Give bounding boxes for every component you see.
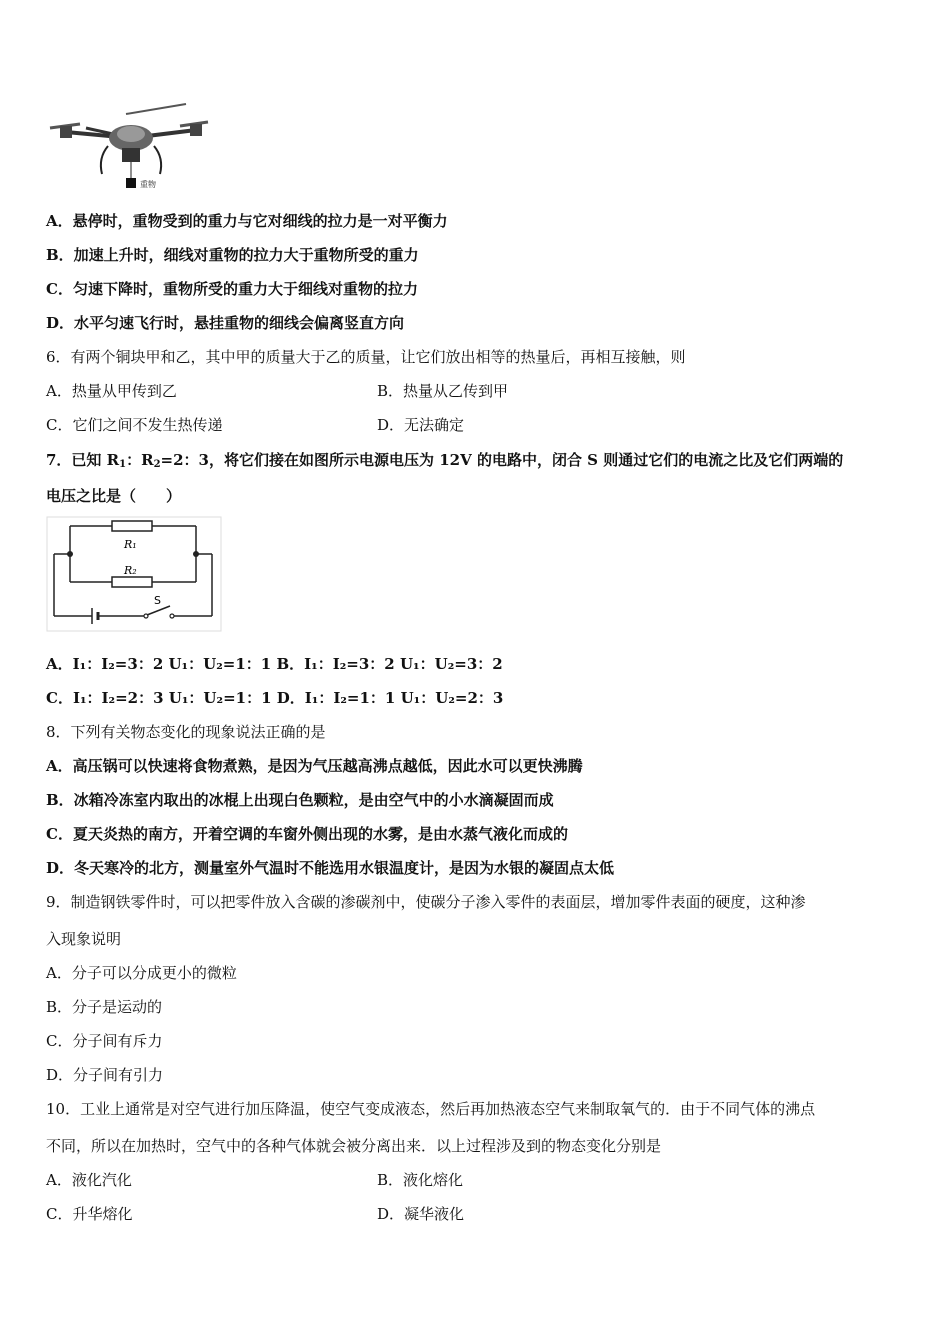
- q6-option-d: D．无法确定: [377, 416, 465, 434]
- q6-option-a: A．热量从甲传到乙: [46, 382, 177, 400]
- q10-option-d: D．凝华液化: [377, 1205, 465, 1223]
- q9-stem-line2: 入现象说明: [46, 930, 122, 948]
- q8-option-d: D．冬天寒冷的北方，测量室外气温时不能选用水银温度计，是因为水银的凝固点太低: [46, 859, 615, 877]
- q9-option-d: D．分子间有引力: [46, 1066, 164, 1084]
- q8-stem: 8．下列有关物态变化的现象说法正确的是: [46, 723, 326, 741]
- circuit-diagram: [46, 516, 222, 632]
- q10-option-b: B．液化熔化: [377, 1171, 464, 1189]
- q7-options-cd: C．I₁：I₂=2：3 U₁：U₂=1：1 D．I₁：I₂=1：1 U₁：U₂=2：3: [46, 689, 504, 707]
- resistor-r2: [112, 577, 152, 587]
- q7-stem: 7．已知 $R_1$：$R_2=2$：3，将它们接在如图所示电源电压为 12V 的电路中，闭合 S 则通过它们的电流之比及它们两端的: [46, 451, 844, 470]
- resistor-r1: [112, 521, 152, 531]
- q6-option-b: B．热量从乙传到甲: [377, 382, 509, 400]
- q10-option-c: C．升华熔化: [46, 1205, 133, 1223]
- q10-stem-line2: 不同，所以在加热时，空气中的各种气体就会被分离出来．以上过程涉及到的物态变化分别是: [46, 1137, 662, 1155]
- q5-option-c: C．匀速下降时，重物所受的重力大于细线对重物的拉力: [46, 280, 418, 298]
- q9-stem-line1: 9．制造钢铁零件时，可以把零件放入含碳的渗碳剂中，使碳分子渗入零件的表面层，增加零件表面的硬度，这种渗: [46, 893, 806, 911]
- q6-stem: 6．有两个铜块甲和乙，其中甲的质量大于乙的质量，让它们放出相等的热量后，再相互接触，则: [46, 348, 686, 366]
- q7-options-ab: A．I₁：I₂=3：2 U₁：U₂=1：1 B．I₁：I₂=3：2 U₁：U₂=3：2: [46, 655, 503, 673]
- q8-option-c: C．夏天炎热的南方，开着空调的车窗外侧出现的水雾，是由水蒸气液化而成的: [46, 825, 568, 843]
- weight-label: 重物: [140, 180, 156, 189]
- q5-option-a: A．悬停时，重物受到的重力与它对细线的拉力是一对平衡力: [46, 212, 448, 230]
- q9-option-a: A．分子可以分成更小的微粒: [46, 964, 237, 982]
- q10-option-a: A．液化汽化: [46, 1171, 132, 1189]
- q5-option-b: B．加速上升时，细线对重物的拉力大于重物所受的重力: [46, 246, 419, 264]
- q8-option-a: A．高压锅可以快速将食物煮熟，是因为气压越高沸点越低，因此水可以更快沸腾: [46, 757, 583, 775]
- q7-stem-line2: 电压之比是（ ）: [46, 487, 182, 505]
- q6-option-c: C．它们之间不发生热传递: [46, 416, 223, 434]
- switch-s: [147, 606, 170, 615]
- q9-option-b: B．分子是运动的: [46, 998, 163, 1016]
- q8-option-b: B．冰箱冷冻室内取出的冰棍上出现白色颗粒，是由空气中的小水滴凝固而成: [46, 791, 554, 809]
- switch-label: S: [154, 594, 161, 607]
- drone-figure: [46, 98, 216, 193]
- q5-option-d: D．水平匀速飞行时，悬挂重物的细线会偏离竖直方向: [46, 314, 405, 332]
- r2-label: R₂: [124, 564, 137, 577]
- q9-option-c: C．分子间有斥力: [46, 1032, 163, 1050]
- q10-stem-line1: 10．工业上通常是对空气进行加压降温，使空气变成液态，然后再加热液态空气来制取氧气的．由于不同气体的沸点: [46, 1100, 816, 1118]
- r1-label: R₁: [124, 538, 137, 551]
